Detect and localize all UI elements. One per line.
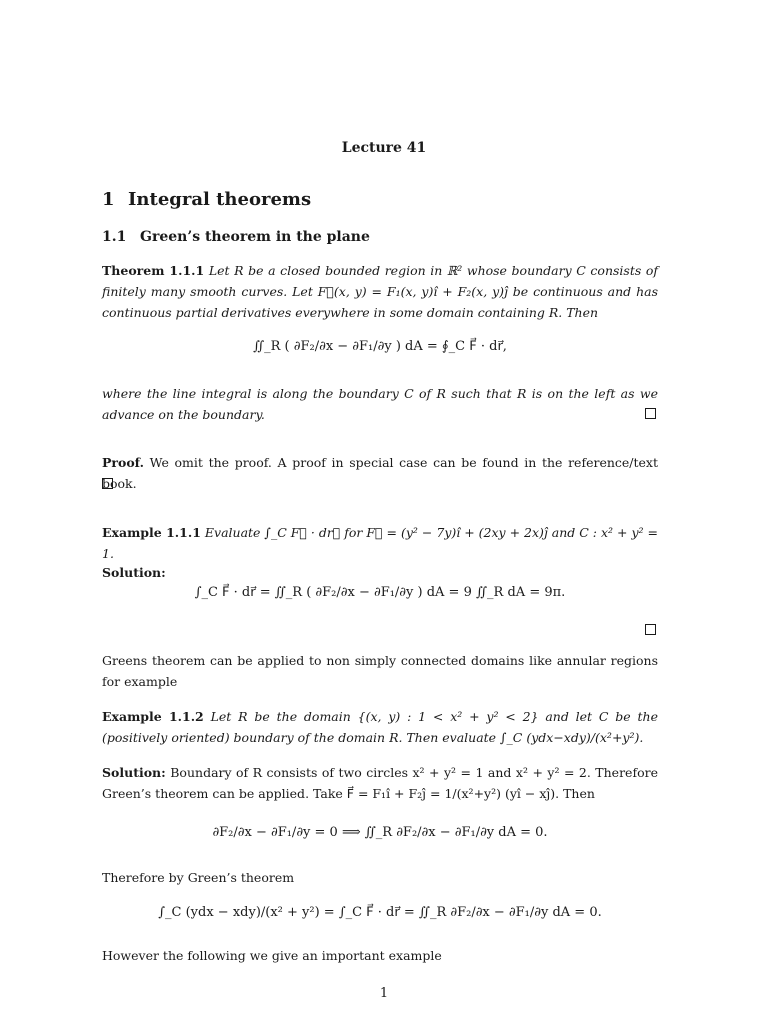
page-title: Lecture 41 — [341, 140, 427, 156]
theorem-after-text: where the line integral is along the boundary C of R such that R is on the left as we advance on the boundary. — [102, 386, 658, 422]
solution-2-text: Boundary of R consists of two circles x² + y² = 1 and x² + y² = 2. Therefore Green’s theorem can be applied. Take F⃗ = F₁î + F₂ĵ = 1/(x²+y²) (yî − xĵ). Then — [102, 765, 658, 801]
theorem-formula: ∬_R ( ∂F₂/∂x − ∂F₁/∂y ) dA = ∮_C F⃗ · dr⃗, — [253, 339, 507, 354]
qed-symbol — [645, 408, 656, 419]
section-title: Integral theorems — [128, 189, 312, 210]
solution-2-formula-2: ∫_C (ydx − xdy)/(x² + y²) = ∫_C F⃗ · dr⃗ = ∬_R ∂F₂/∂x − ∂F₁/∂y dA = 0. — [158, 905, 602, 920]
example-2-text: Let R be the domain {(x, y) : 1 < x² + y² < 2} and let C be the (positively oriented) boundary of the domain R. Then evaluate ∫_C (ydx−xdy)/(x²+y²). — [102, 709, 659, 745]
example-1-block — [102, 522, 658, 564]
example-1-label: Example 1.1.1 — [102, 525, 201, 540]
solution-2-block — [102, 762, 658, 804]
remark-paragraph: Greens theorem can be applied to non simply connected domains like annular regions for example — [102, 653, 658, 689]
subsection-title: Green’s theorem in the plane — [140, 229, 370, 245]
section-heading — [102, 189, 658, 210]
example-2-block — [102, 706, 658, 748]
qed-symbol — [645, 624, 656, 635]
solution-1-formula: ∫_C F⃗ · dr⃗ = ∬_R ( ∂F₂/∂x − ∂F₁/∂y ) dA = 9 ∬_R dA = 9π. — [194, 585, 566, 600]
theorem-label: Theorem 1.1.1 — [102, 263, 205, 278]
solution-1-label: Solution: — [102, 565, 166, 580]
subsection-heading — [102, 229, 658, 245]
proof-text: We omit the proof. A proof in special case can be found in the reference/text book. — [102, 455, 659, 491]
solution-2-label: Solution: — [102, 765, 166, 780]
example-2-label: Example 1.1.2 — [102, 709, 204, 724]
proof-block — [102, 452, 658, 494]
section-number: 1 — [102, 189, 115, 210]
proof-label: Proof. — [102, 455, 144, 470]
theorem-block — [102, 260, 658, 323]
theorem-text: Let R be a closed bounded region in ℝ² whose boundary C consists of finitely many smooth curves. Let F⃗(x, y) = F₁(x, y)î + F₂(x, y)ĵ be continuous and has continuous partial derivatives everywhere in some domain containing R. Then — [102, 263, 658, 320]
example-1-text: Evaluate ∫_C F⃗ · dr⃗ for F⃗ = (y² − 7y)î + (2xy + 2x)ĵ and C : x² + y² = 1. — [102, 525, 658, 561]
closing-paragraph: However the following we give an important example — [102, 948, 442, 963]
qed-symbol — [102, 478, 113, 489]
page-number: 1 — [379, 986, 389, 1001]
subsection-number: 1.1 — [102, 229, 127, 245]
therefore-text: Therefore by Green’s theorem — [102, 870, 295, 885]
solution-2-formula-1: ∂F₂/∂x − ∂F₁/∂y = 0 ⟹ ∬_R ∂F₂/∂x − ∂F₁/∂y dA = 0. — [212, 825, 548, 840]
